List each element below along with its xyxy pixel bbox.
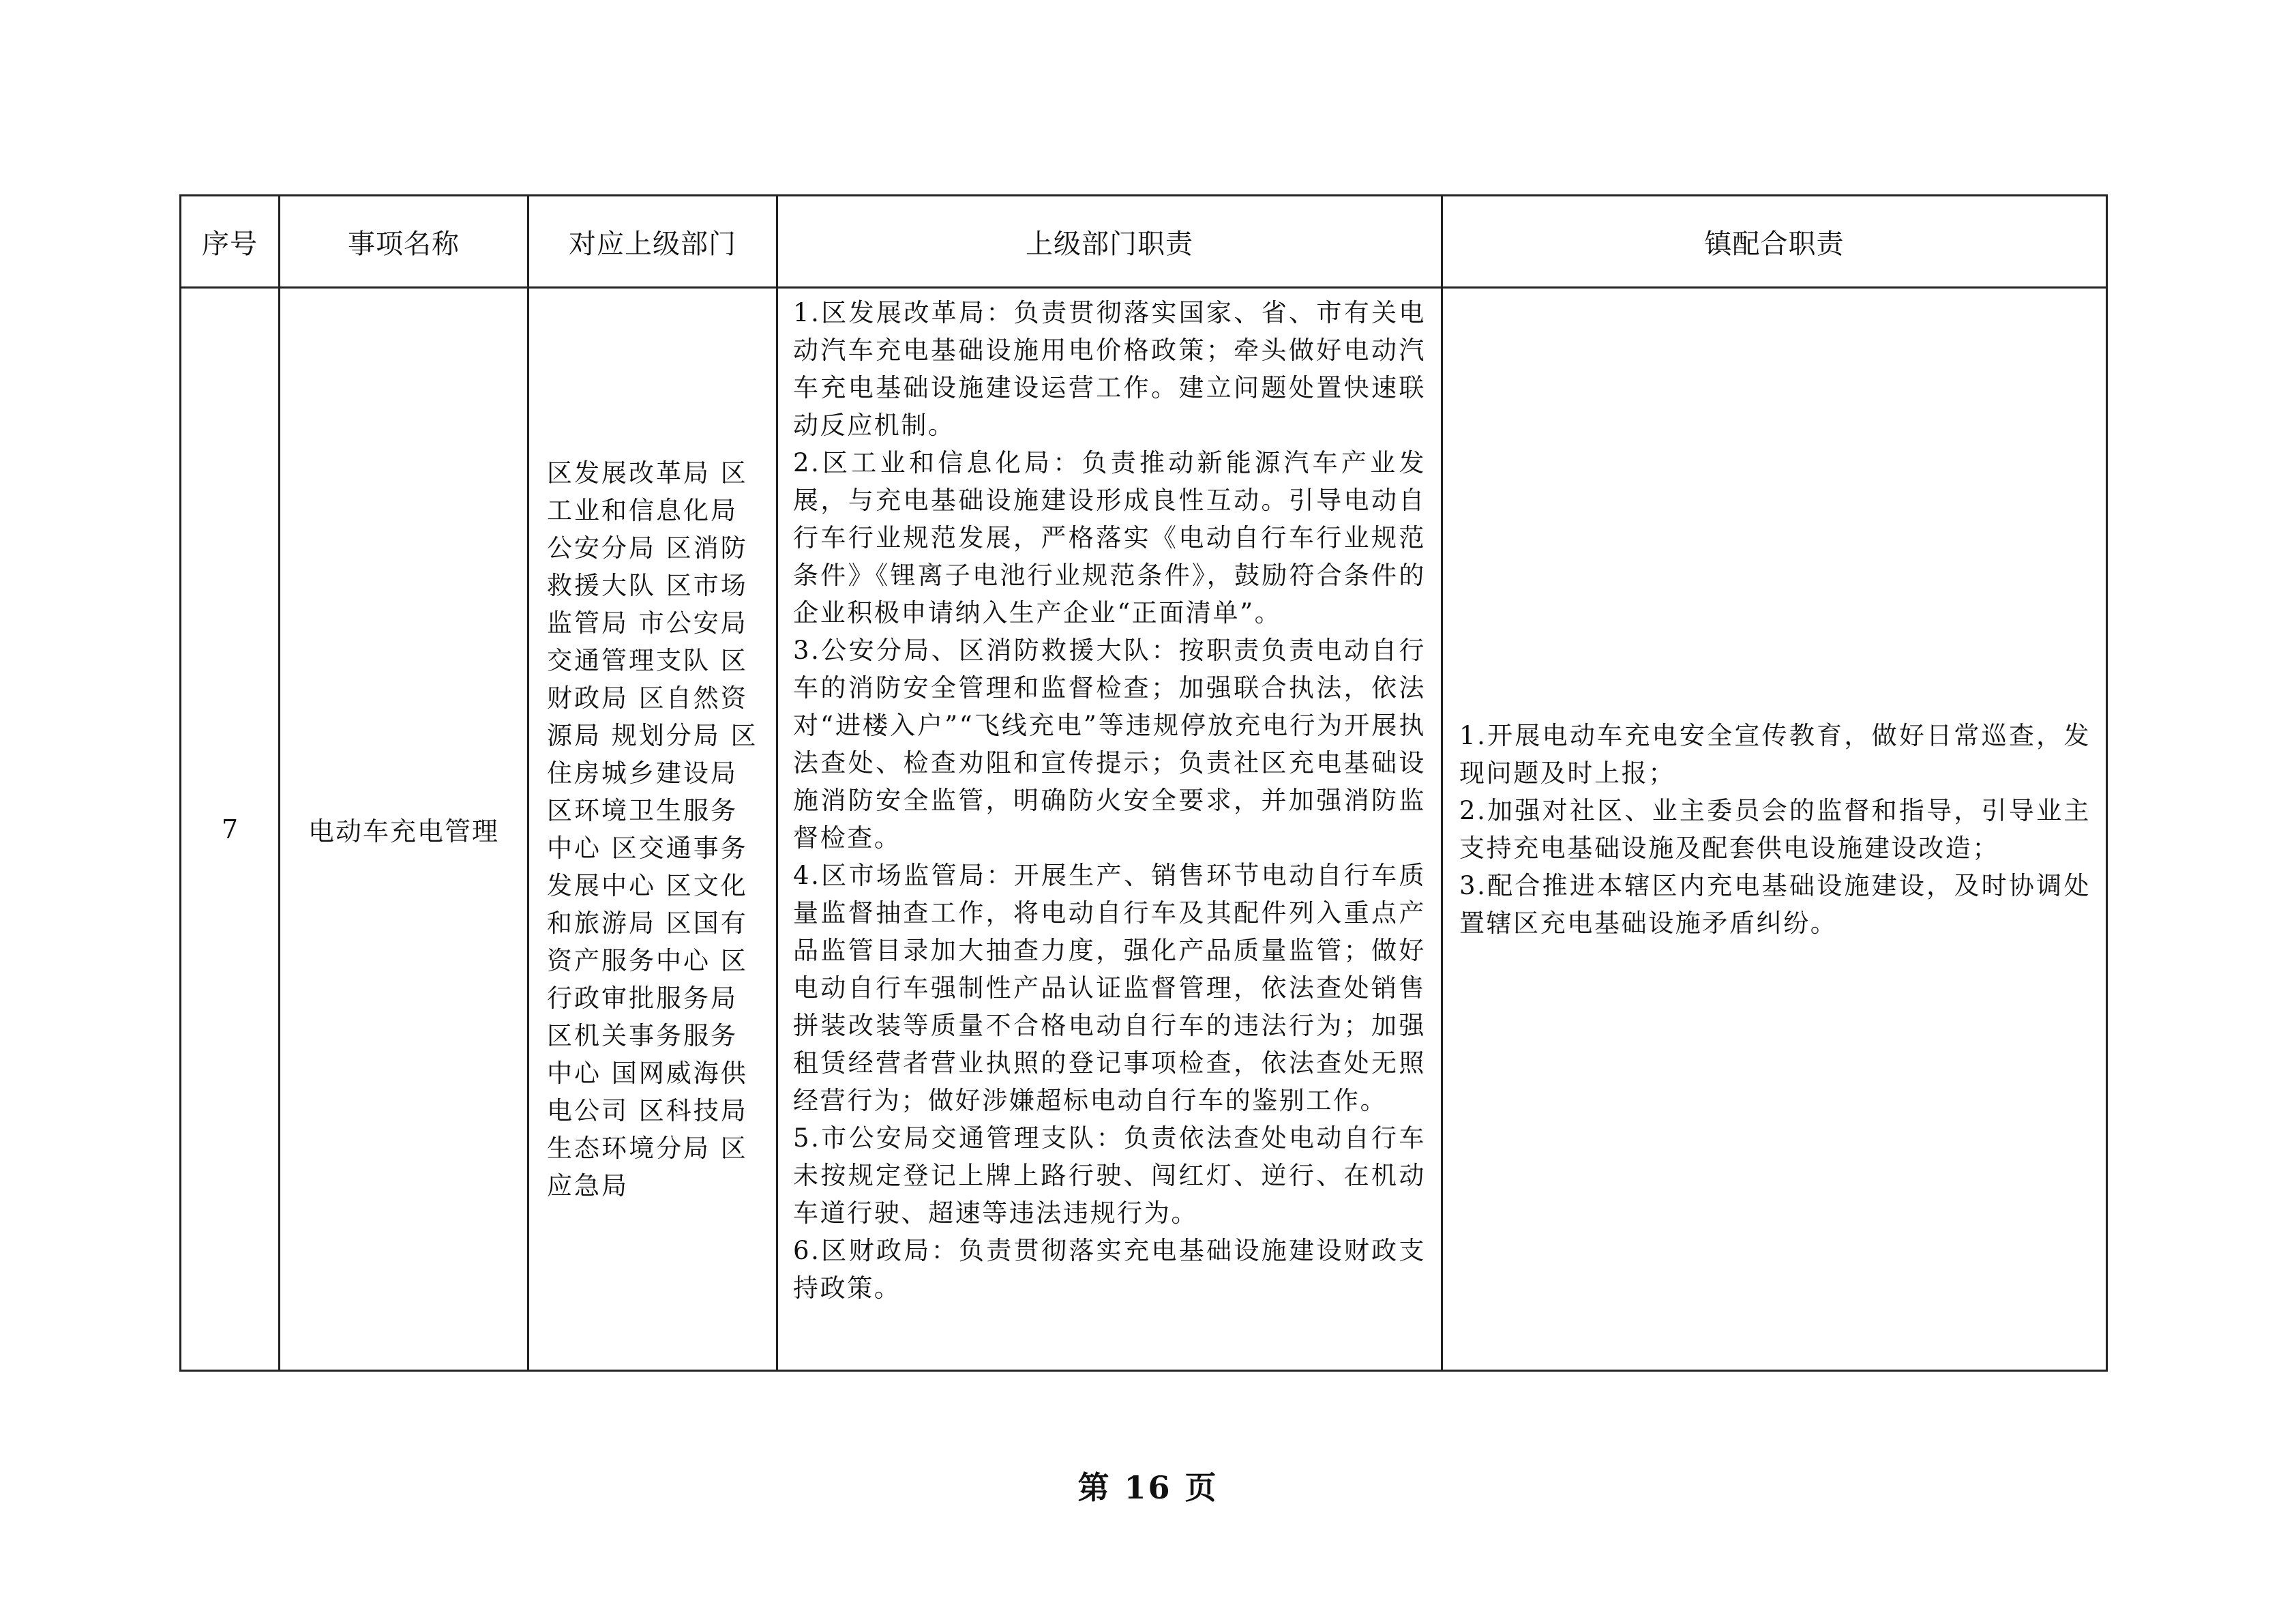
town-duty-item-1: 1.开展电动车充电安全宣传教育，做好日常巡查，发现问题及时上报； [1459, 720, 2091, 788]
duty-item-3: 3.公安分局、区消防救援大队：按职责负责电动自行车的消防安全管理和监督检查；加强联合执法，依法对“进楼入户”“飞线充电”等违规停放充电行为开展执法查处、检查劝阻和宣传提示；负责社区充电基础设施消防安全监管，明确防火安全要求，并加强消防监督检查。 [793, 636, 1426, 853]
header-superior-department: 对应上级部门 [528, 196, 777, 288]
header-superior-duties: 上级部门职责 [777, 196, 1442, 288]
item-name-cell: 电动车充电管理 [280, 288, 528, 1371]
duty-item-4: 4.区市场监管局：开展生产、销售环节电动自行车质量监督抽查工作，将电动自行车及其配件列入重点产品监管目录加大抽查力度，强化产品质量监管；做好电动自行车强制性产品认证监督管理，依法查处销售拼装改装等质量不合格电动自行车的违法行为；加强租赁经营者营业执照的登记事项检查，依法查处无照经营行为；做好涉嫌超标电动自行车的鉴别工作。 [793, 861, 1426, 1115]
table-header-row [181, 196, 2107, 288]
town-duty-item-3: 3.配合推进本辖区内充电基础设施建设，及时协调处置辖区充电基础设施矛盾纠纷。 [1459, 870, 2091, 938]
town-duties-cell [1442, 288, 2107, 1371]
duty-item-2: 2.区工业和信息化局：负责推动新能源汽车产业发展，与充电基础设施建设形成良性互动。引导电动自行车行业规范发展，严格落实《电动自行车行业规范条件》《锂离子电池行业规范条件》，鼓励符合条件的企业积极申请纳入生产企业“正面清单”。 [793, 448, 1426, 628]
serial-number-cell: 7 [181, 288, 280, 1371]
department-list-text: 区发展改革局 区工业和信息化局 公安分局 区消防救援大队 区市场监管局 市公安局交通管理支队 区财政局 区自然资源局 规划分局 区住房城乡建设局 区环境卫生服务中心 区交通事务发展中心 区文化和旅游局 区国有资产服务中心 区行政审批服务局 区机关事务服务中心 国网威海供电公司 区科技局 生态环境分局 区应急局 [547, 458, 758, 1200]
superior-duties-cell [777, 288, 1442, 1371]
table-row [181, 288, 2107, 1371]
header-serial-number: 序号 [181, 196, 280, 288]
header-town-duties: 镇配合职责 [1442, 196, 2107, 288]
superior-department-cell [528, 288, 777, 1371]
responsibility-table [179, 194, 2108, 1372]
header-item-name: 事项名称 [280, 196, 528, 288]
page-number: 第 16 页 [1077, 1469, 1219, 1506]
duty-item-5: 5.市公安局交通管理支队：负责依法查处电动自行车未按规定登记上牌上路行驶、闯红灯、逆行、在机动车道行驶、超速等违法违规行为。 [793, 1123, 1426, 1228]
superior-duties-list [778, 289, 1441, 1307]
duty-item-1: 1.区发展改革局：负责贯彻落实国家、省、市有关电动汽车充电基础设施用电价格政策；牵头做好电动汽车充电基础设施建设运营工作。建立问题处置快速联动反应机制。 [793, 298, 1426, 440]
duty-item-6: 6.区财政局：负责贯彻落实充电基础设施建设财政支持政策。 [793, 1236, 1426, 1303]
town-duties-list [1443, 717, 2106, 942]
town-duty-item-2: 2.加强对社区、业主委员会的监督和指导，引导业主支持充电基础设施及配套供电设施建设改造； [1459, 795, 2091, 863]
